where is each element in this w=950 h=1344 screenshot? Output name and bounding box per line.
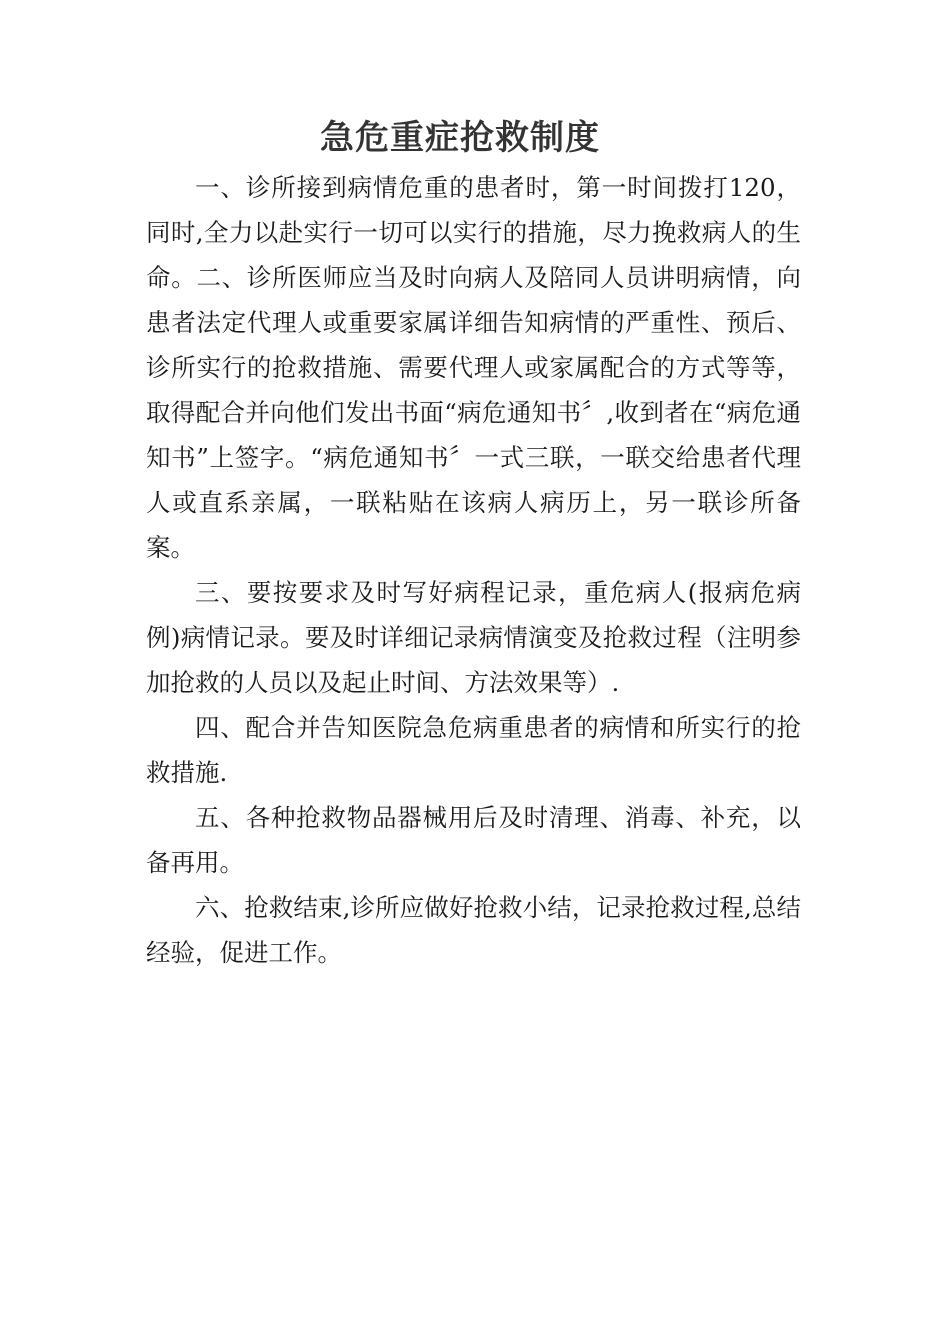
paragraph-2: 三、要按要求及时写好病程记录，重危病人(报病危病例)病情记录。要及时详细记录病情演变及抢救过程（注明参加抢救的人员以及起止时间、方法效果等）. — [146, 578, 801, 697]
paragraph-1: 一、诊所接到病情危重的患者时，第一时间拨打120，同时,全力以赴实行一切可以实行的措施，尽力挽救病人的生命。二、诊所医师应当及时向病人及陪同人员讲明病情，向患者法定代理人或重要家属详细告知病情的严重性、预后、诊所实行的抢救措施、需要代理人或家属配合的方式等等，取得配合并向他们发出书面“病危通知书〞,收到者在“病危通知书”上签字。“病危通知书〞一式三联，一联交给患者代理人或直系亲属，一联粘贴在该病人病历上，另一联诊所备案。 — [146, 173, 801, 562]
paragraph-4: 五、各种抢救物品器械用后及时清理、消毒、补充，以备再用。 — [146, 803, 801, 877]
paragraph-5: 六、抢救结束,诊所应做好抢救小结，记录抢救过程,总结经验，促进工作。 — [146, 893, 801, 967]
paragraph-3: 四、配合并告知医院急危病重患者的病情和所实行的抢救措施. — [146, 713, 801, 787]
document-body — [146, 165, 801, 975]
document-title: 急危重症抢救制度 — [320, 118, 600, 158]
